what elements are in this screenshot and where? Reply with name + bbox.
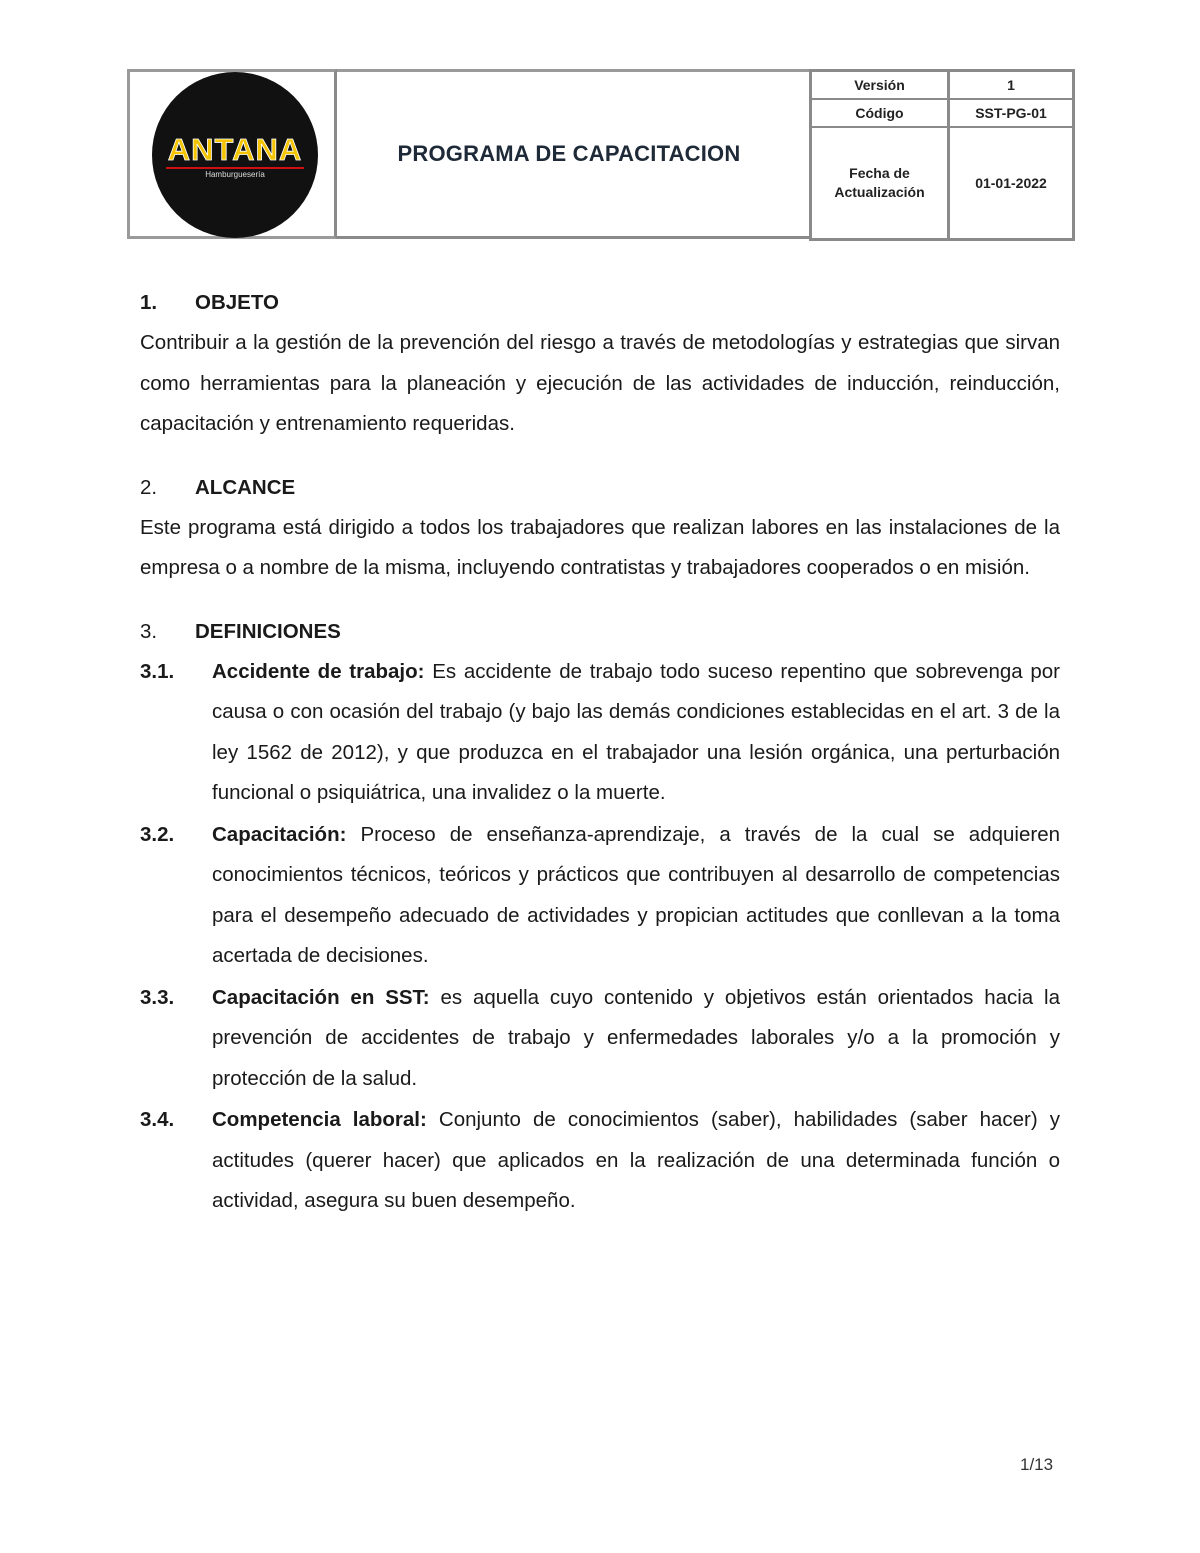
section-number: 2. [140, 475, 158, 499]
definition-number: 3.1. [140, 659, 175, 683]
logo-tagline: Hamburguesería [205, 170, 265, 179]
version-label: Versión [812, 72, 950, 98]
antana-logo [152, 72, 318, 238]
definition-item [140, 978, 1060, 1100]
document-body [140, 283, 1060, 1223]
definition-number: 3.3. [140, 985, 175, 1009]
definition-term: Accidente de trabajo: [212, 659, 425, 683]
definition-term: Competencia laboral: [212, 1108, 427, 1131]
section-paragraph-objeto: Contribuir a la gestión de la prevención del riesgo a través de metodologías y estrategias que sirvan como herramientas para la planeación y ejecución de las actividades de inducción, reinducción, capacitación y entrenamiento requeridas. [140, 331, 1060, 435]
definition-text: Capacitación en SST: es aquella cuyo contenido y objetivos están orientados hacia la prevención de accidentes de trabajo y enfermedades laborales y/o a la promoción y protección de la salud. [212, 985, 1060, 1090]
definition-number: 3.2. [140, 822, 175, 846]
date-value: 01-01-2022 [975, 174, 1047, 191]
section-number: 3. [140, 619, 158, 643]
title-cell [337, 69, 809, 239]
section-heading-objeto [140, 283, 1060, 323]
document-title: PROGRAMA DE CAPACITACION [397, 141, 741, 166]
definition-text: Accidente de trabajo: Es accidente de trabajo todo suceso repentino que sobrevenga por causa o con ocasión del trabajo (y bajo las demás condiciones establecidas en el art. 3 de la ley 1562 de 2012), y que produzca en el trabajador una lesión orgánica, una perturbación funcional o psiquiátrica, una invalidez o la muerte. [212, 659, 1060, 804]
definition-term: Capacitación en SST: [212, 985, 430, 1009]
logo-text: ANTANA [167, 132, 303, 167]
section-heading-definiciones [140, 612, 1060, 652]
definition-term: Capacitación: [212, 822, 347, 846]
code-label: Código [812, 100, 950, 126]
definition-item [140, 815, 1060, 977]
logo-cell [127, 69, 337, 239]
code-row [812, 100, 1072, 128]
document-meta [809, 69, 1075, 241]
section-number: 1. [140, 291, 158, 314]
version-value: 1 [1007, 76, 1015, 93]
section-title: DEFINICIONES [195, 619, 341, 643]
section-heading-alcance [140, 468, 1060, 508]
code-value: SST-PG-01 [975, 104, 1047, 121]
definition-text: Competencia laboral: Conjunto de conocimientos (saber), habilidades (saber hacer) y actitudes (querer hacer) que aplicados en la realización de una determinada función o actividad, asegura su buen desempeño. [212, 1108, 1060, 1212]
page-number: 1/13 [1020, 1455, 1054, 1474]
section-title: ALCANCE [195, 475, 296, 499]
date-label: Fecha de Actualización [812, 128, 950, 238]
document-header-table [127, 69, 1075, 241]
definition-item [140, 652, 1060, 814]
date-row [812, 128, 1072, 238]
section-title: OBJETO [195, 291, 279, 314]
definition-item [140, 1100, 1060, 1222]
section-paragraph-alcance: Este programa está dirigido a todos los trabajadores que realizan labores en las instalaciones de la empresa o a nombre de la misma, incluyendo contratistas y trabajadores cooperados o en misión. [140, 515, 1060, 579]
definition-number: 3.4. [140, 1108, 175, 1131]
version-row [812, 72, 1072, 100]
definition-text: Capacitación: Proceso de enseñanza-aprendizaje, a través de la cual se adquieren conocimientos técnicos, teóricos y prácticos que contribuyen al desarrollo de competencias para el desempeño adecuado de actividades y propician actitudes que conllevan a la toma acertada de decisiones. [212, 822, 1060, 967]
